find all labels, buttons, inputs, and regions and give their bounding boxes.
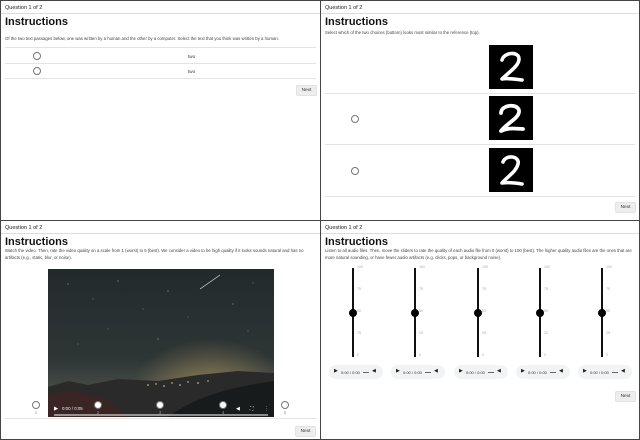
- slider-tick-label: 0: [357, 353, 359, 357]
- question-counter: Question 1 of 2: [5, 5, 43, 11]
- slider-tick-label: 25: [419, 331, 423, 335]
- night-sky-video-frame: [48, 269, 274, 417]
- image-similarity-panel: [320, 0, 640, 221]
- quality-slider-3[interactable]: [463, 265, 493, 360]
- digit-2-image: [489, 96, 533, 140]
- slider-handle[interactable]: [598, 309, 606, 317]
- instructions-title: Instructions: [325, 16, 388, 28]
- slider-handle[interactable]: [536, 309, 544, 317]
- row-divider: [325, 93, 635, 94]
- slider-tick-label: 25: [606, 331, 610, 335]
- audio-player-5[interactable]: [578, 365, 632, 379]
- question-counter: Question 1 of 2: [325, 225, 363, 231]
- more-options-icon[interactable]: ⋮: [264, 406, 269, 412]
- row-divider: [325, 196, 635, 197]
- play-icon[interactable]: ▶: [521, 368, 525, 374]
- row-divider: [5, 63, 316, 64]
- quality-slider-2[interactable]: [400, 265, 430, 360]
- video-time: 0:00 / 0:05: [62, 406, 83, 411]
- quality-slider-4[interactable]: [525, 265, 555, 360]
- slider-tick-label: 75: [544, 287, 548, 291]
- audio-progress-bar[interactable]: [363, 372, 369, 373]
- play-icon[interactable]: ▶: [583, 368, 587, 374]
- volume-icon[interactable]: ◀: [559, 368, 563, 374]
- slider-tick-label: 25: [357, 331, 361, 335]
- audio-progress-bar[interactable]: [612, 372, 618, 373]
- audio-progress-bar[interactable]: [550, 372, 556, 373]
- rating-radio-4[interactable]: [219, 401, 227, 409]
- row-divider: [325, 144, 635, 145]
- audio-player-3[interactable]: [454, 365, 508, 379]
- slider-tick-label: 0: [544, 353, 546, 357]
- row-divider: [5, 47, 316, 48]
- rating-label-4: 4: [221, 410, 225, 415]
- slider-tick-label: 75: [606, 287, 610, 291]
- instructions-title: Instructions: [5, 16, 68, 28]
- slider-tick-label: 100: [357, 265, 363, 269]
- slider-tick-label: 0: [482, 353, 484, 357]
- slider-tick-label: 75: [482, 287, 486, 291]
- slider-tick-label: 50: [482, 309, 486, 313]
- option-radio-1[interactable]: [33, 52, 41, 60]
- quality-slider-1[interactable]: [338, 265, 368, 360]
- instructions-title: Instructions: [325, 236, 388, 248]
- text-comparison-panel: [0, 0, 321, 221]
- slider-tick-label: 50: [357, 309, 361, 313]
- row-divider: [5, 78, 316, 79]
- instructions-text: Select which of the two choices (bottom) looks most similar to the reference (top).: [325, 30, 480, 35]
- video-player[interactable]: [48, 269, 274, 417]
- question-counter: Question 1 of 2: [5, 225, 43, 231]
- video-rating-panel: [0, 220, 321, 440]
- slider-tick-label: 25: [482, 331, 486, 335]
- play-icon[interactable]: ▶: [54, 406, 59, 412]
- audio-player-1[interactable]: [329, 365, 383, 379]
- instructions-title: Instructions: [5, 236, 68, 248]
- option-radio-2[interactable]: [33, 67, 41, 75]
- next-button[interactable]: Next: [615, 391, 636, 402]
- slider-tick-label: 25: [544, 331, 548, 335]
- choice-digit-image-2: [489, 148, 533, 192]
- slider-tick-label: 100: [482, 265, 488, 269]
- slider-handle[interactable]: [474, 309, 482, 317]
- reference-digit-image: [489, 45, 533, 89]
- volume-icon[interactable]: ◀: [372, 368, 376, 374]
- slider-tick-label: 50: [419, 309, 423, 313]
- slider-tick-label: 75: [419, 287, 423, 291]
- instructions-text: Of the two text passages below, one was written by a human and the other by a computer. Select the text that you think was written by a human.: [5, 36, 279, 41]
- audio-progress-bar[interactable]: [425, 372, 431, 373]
- digit-2-image: [489, 45, 533, 89]
- instructions-text: Listen to all audio files. Then, move the sliders to rate the quality of each audio file from 0 (worst) to 100 (best). The higher quality audio files are the ones that are more natural sounding, or have fewer audio artifacts (e.g. clicks, pops, or background noise).: [325, 248, 632, 260]
- audio-player-4[interactable]: [516, 365, 570, 379]
- rating-label-1: 1: [34, 410, 38, 415]
- slider-tick-label: 50: [606, 309, 610, 313]
- slider-tick-label: 100: [606, 265, 612, 269]
- next-button[interactable]: Next: [296, 85, 317, 96]
- choice-radio-1[interactable]: [351, 115, 359, 123]
- audio-time: 0:00 / 0:00: [341, 369, 360, 375]
- option-text-2: two: [188, 69, 196, 74]
- next-button[interactable]: Next: [295, 426, 316, 437]
- choice-radio-2[interactable]: [351, 167, 359, 175]
- rating-radio-1[interactable]: [32, 401, 40, 409]
- slider-tick-label: 0: [606, 353, 608, 357]
- option-text-1: two: [188, 54, 196, 59]
- quality-slider-5[interactable]: [587, 265, 617, 360]
- audio-time: 0:00 / 0:00: [528, 369, 547, 375]
- slider-handle[interactable]: [411, 309, 419, 317]
- header-divider: [321, 233, 639, 234]
- audio-rating-panel: [320, 220, 640, 440]
- audio-progress-bar[interactable]: [488, 372, 494, 373]
- volume-icon[interactable]: ◀: [621, 368, 625, 374]
- rating-radio-3[interactable]: [156, 401, 164, 409]
- digit-2-image: [489, 148, 533, 192]
- choice-digit-image-1: [489, 96, 533, 140]
- audio-time: 0:00 / 0:00: [403, 369, 422, 375]
- slider-tick-label: 75: [357, 287, 361, 291]
- rating-label-3: 3: [158, 410, 162, 415]
- audio-time: 0:00 / 0:00: [466, 369, 485, 375]
- audio-time: 0:00 / 0:00: [590, 369, 609, 375]
- slider-tick-label: 50: [544, 309, 548, 313]
- audio-player-2[interactable]: [391, 365, 445, 379]
- slider-handle[interactable]: [349, 309, 357, 317]
- slider-tick-label: 0: [419, 353, 421, 357]
- row-divider: [5, 418, 316, 419]
- play-icon[interactable]: ▶: [396, 368, 400, 374]
- slider-tick-label: 100: [544, 265, 550, 269]
- rating-radio-2[interactable]: [94, 401, 102, 409]
- next-button[interactable]: Next: [615, 202, 636, 213]
- fullscreen-icon[interactable]: ⛶: [250, 406, 254, 412]
- slider-tick-label: 100: [419, 265, 425, 269]
- volume-icon[interactable]: ◀: [236, 406, 240, 412]
- rating-radio-5[interactable]: [281, 401, 289, 409]
- play-icon[interactable]: ▶: [459, 368, 463, 374]
- header-divider: [321, 13, 639, 14]
- volume-icon[interactable]: ◀: [497, 368, 501, 374]
- rating-label-2: 2: [96, 410, 100, 415]
- instructions-text: Watch the video. Then, rate the video quality on a scale from 1 (worst) to 5 (best). We consider a video to be high quality if it looks sounds natural and has no artifacts (e.g., static, blur, or noise).: [5, 248, 304, 260]
- rating-label-5: 5: [283, 410, 287, 415]
- question-counter: Question 1 of 2: [325, 5, 363, 11]
- header-divider: [1, 13, 320, 14]
- volume-icon[interactable]: ◀: [434, 368, 438, 374]
- play-icon[interactable]: ▶: [334, 368, 338, 374]
- header-divider: [1, 233, 320, 234]
